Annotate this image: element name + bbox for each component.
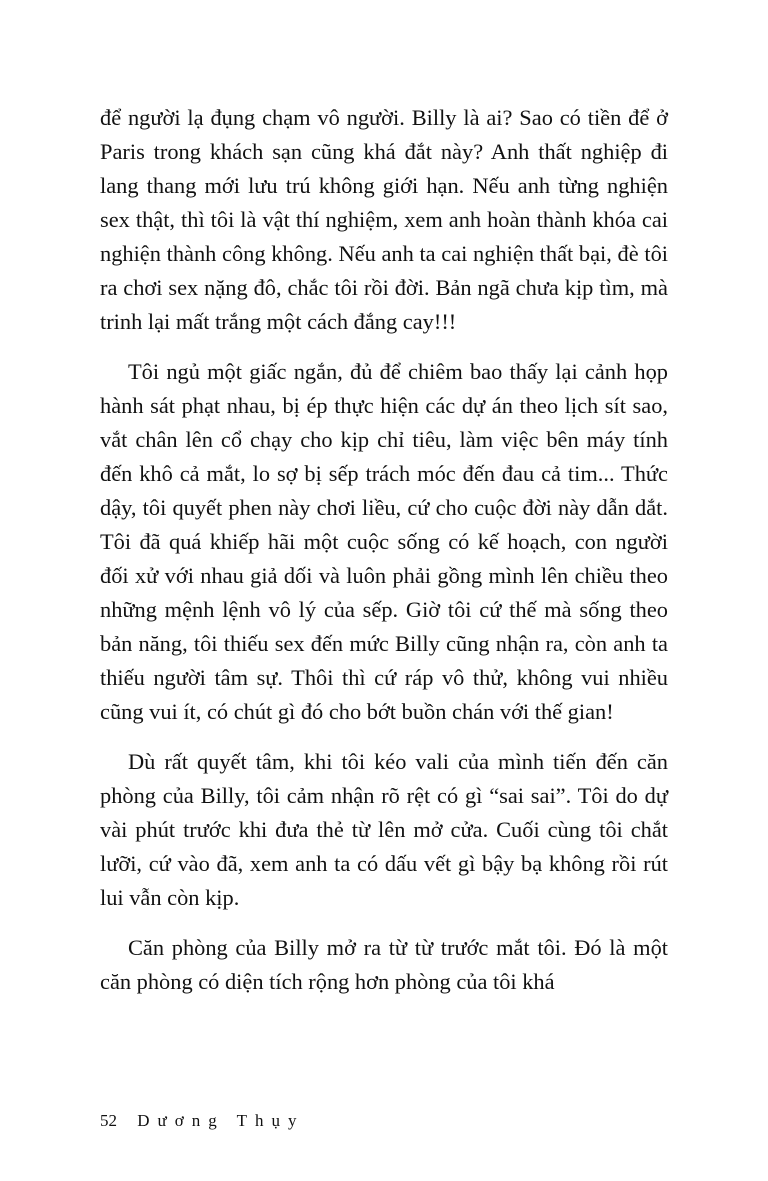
paragraph-continued: để người lạ đụng chạm vô người. Billy là ai? Sao có tiền để ở Paris trong khách sạn cũng khá đắt này? Anh thất nghiệp đi lang thang mới lưu trú không giới hạn. Nếu anh từng nghiện sex thật, thì tôi là vật thí nghiệm, xem anh hoàn thành khóa cai nghiện thành công không. Nếu anh ta cai nghiện thất bại, đè tôi ra chơi sex nặng đô, chắc tôi rồi đời. Bản ngã chưa kịp tìm, mà trinh lại mất trắng một cách đắng cay!!! (100, 105, 668, 334)
paragraph: Dù rất quyết tâm, khi tôi kéo vali của mình tiến đến căn phòng của Billy, tôi cảm nhận rõ rệt có gì “sai sai”. Tôi do dự vài phút trước khi đưa thẻ từ lên mở cửa. Cuối cùng tôi chắt lưỡi, cứ vào đã, xem anh ta có dấu vết gì bậy bạ không rồi rút lui vẫn còn kịp. (100, 749, 668, 910)
page-footer (100, 1109, 305, 1133)
running-head-author: Dương Thụy (137, 1111, 305, 1130)
page-number: 52 (100, 1111, 117, 1130)
paragraph: Căn phòng của Billy mở ra từ từ trước mắt tôi. Đó là một căn phòng có diện tích rộng hơn phòng của tôi khá (100, 935, 668, 994)
paragraph: Tôi ngủ một giấc ngắn, đủ để chiêm bao thấy lại cảnh họp hành sát phạt nhau, bị ép thực hiện các dự án theo lịch sít sao, vắt chân lên cổ chạy cho kịp chỉ tiêu, làm việc bên máy tính đến khô cả mắt, lo sợ bị sếp trách móc đến đau cả tim... Thức dậy, tôi quyết phen này chơi liều, cứ cho cuộc đời này dẫn dắt. Tôi đã quá khiếp hãi một cuộc sống có kế hoạch, con người đối xử với nhau giả dối và luôn phải gồng mình lên chiều theo những mệnh lệnh vô lý của sếp. Giờ tôi cứ thế mà sống theo bản năng, tôi thiếu sex đến mức Billy cũng nhận ra, còn anh ta thiếu người tâm sự. Thôi thì cứ ráp vô thử, không vui nhiều cũng vui ít, có chút gì đó cho bớt buồn chán với thế gian! (100, 359, 668, 724)
page-body (100, 101, 668, 1015)
